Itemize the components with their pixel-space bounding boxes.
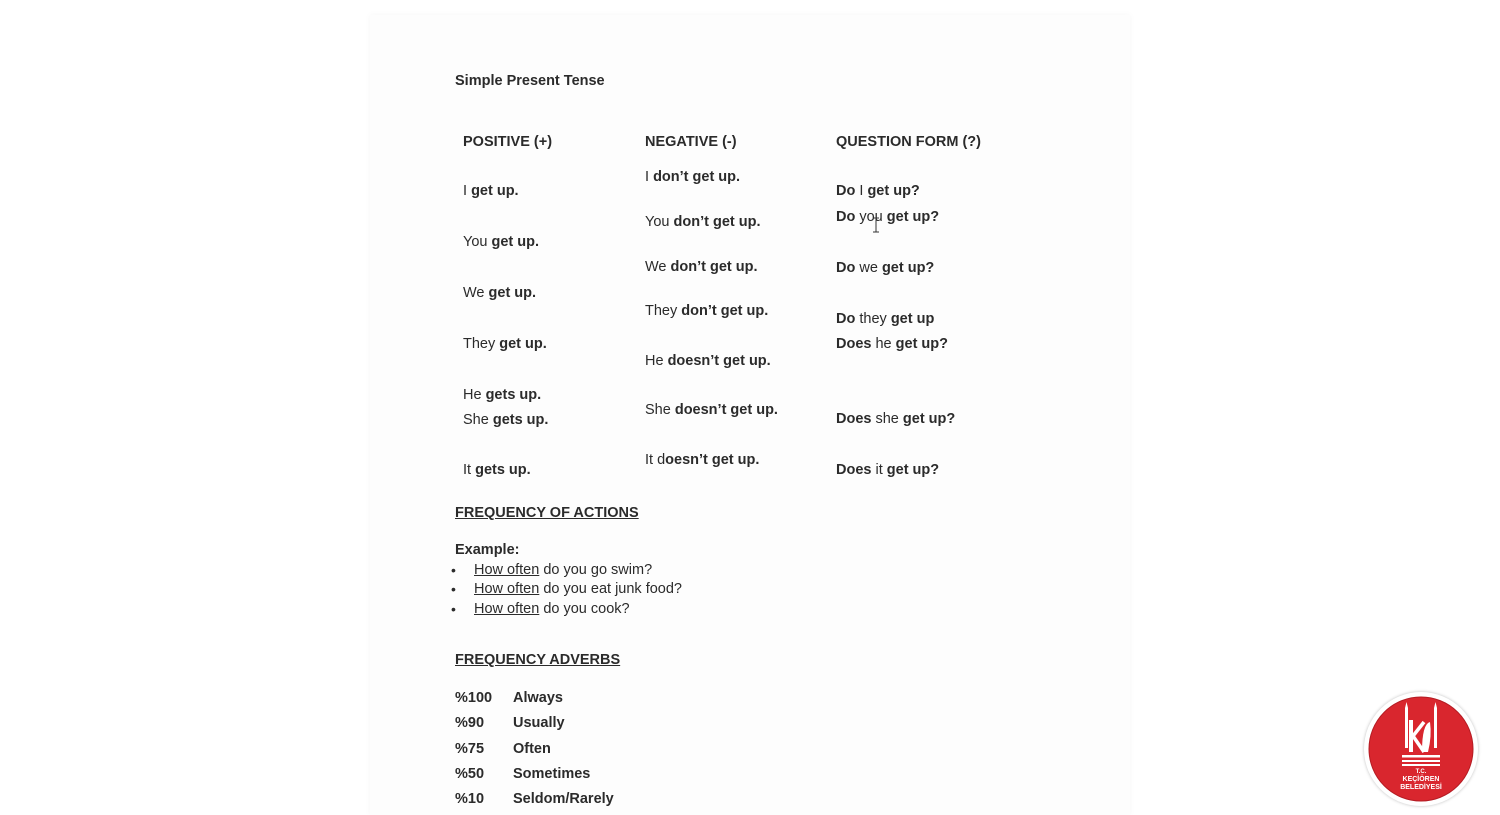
negative-sentence-it: It doesn’t get up. <box>645 452 760 468</box>
logo-line-3: BELEDİYESİ <box>1400 784 1442 791</box>
adverb-word: Sometimes <box>513 766 591 782</box>
negative-sentence-he: He doesn’t get up. <box>645 353 771 369</box>
negative-sentence-she: She doesn’t get up. <box>645 402 778 418</box>
logo-line-2: KEÇİÖREN <box>1402 776 1440 783</box>
text-cursor-icon <box>872 217 880 233</box>
negative-sentence-they: They don’t get up. <box>645 303 769 319</box>
adverb-percent: %100 <box>455 690 493 706</box>
adverb-word: Seldom/Rarely <box>513 791 614 807</box>
positive-sentence-he: He gets up. <box>463 387 542 403</box>
question-sentence-you: Do you get up? <box>836 209 940 225</box>
positive-sentence-she: She gets up. <box>463 412 549 428</box>
negative-sentence-i: I don’t get up. <box>645 169 741 185</box>
document-title: Simple Present Tense <box>455 73 605 89</box>
adverb-percent: %90 <box>455 715 485 731</box>
question-sentence-he: Does he get up? <box>836 336 949 352</box>
negative-sentence-you: You don’t get up. <box>645 214 761 230</box>
frequency-actions-heading: FREQUENCY OF ACTIONS <box>455 505 639 521</box>
column-header-question: QUESTION FORM (?) <box>836 134 981 150</box>
list-item: • How often do you cook? <box>455 600 682 619</box>
example-label: Example: <box>455 542 520 558</box>
question-sentence-i: Do I get up? <box>836 183 920 199</box>
logo-line-1: T.C. <box>1415 769 1427 775</box>
list-item: • How often do you go swim? <box>455 561 682 580</box>
column-header-positive: POSITIVE (+) <box>463 134 553 150</box>
example-list <box>455 561 682 619</box>
adverb-percent: %75 <box>455 741 485 757</box>
positive-sentence-you: You get up. <box>463 234 540 250</box>
question-sentence-she: Does she get up? <box>836 411 956 427</box>
positive-sentence-we: We get up. <box>463 285 537 301</box>
adverb-percent: %10 <box>455 791 485 807</box>
column-header-negative: NEGATIVE (-) <box>645 134 737 150</box>
list-item: • How often do you eat junk food? <box>455 580 682 599</box>
positive-sentence-they: They get up. <box>463 336 547 352</box>
adverb-percent: %50 <box>455 766 485 782</box>
frequency-adverbs-heading: FREQUENCY ADVERBS <box>455 652 621 668</box>
question-sentence-it: Does it get up? <box>836 462 940 478</box>
positive-sentence-i: I get up. <box>463 183 519 199</box>
adverb-word: Always <box>513 690 563 706</box>
question-sentence-they: Do they get up <box>836 311 935 327</box>
adverb-word: Often <box>513 741 551 757</box>
negative-sentence-we: We don’t get up. <box>645 259 758 275</box>
adverb-word: Usually <box>513 715 565 731</box>
positive-sentence-it: It gets up. <box>463 462 531 478</box>
question-sentence-we: Do we get up? <box>836 260 935 276</box>
municipality-logo <box>1364 692 1478 806</box>
